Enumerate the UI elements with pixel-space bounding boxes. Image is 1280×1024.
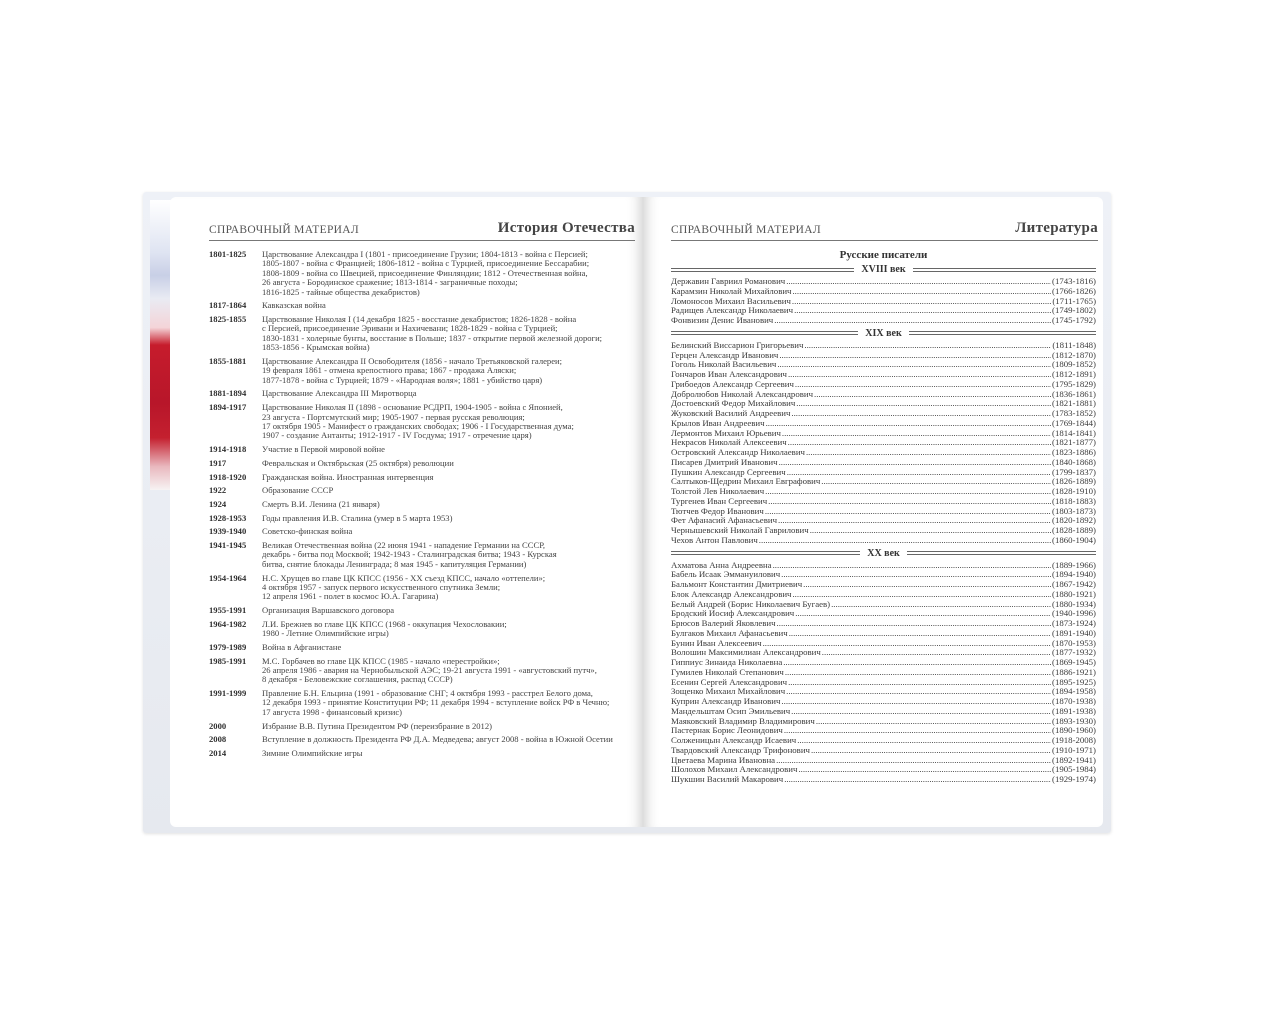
century-rule-left [671, 551, 860, 555]
writer-years: (1809-1852) [1052, 359, 1096, 370]
writer-name: Брюсов Валерий Яковлевич [671, 618, 776, 628]
writer-name: Державин Гавриил Романович [671, 276, 786, 286]
writer-years: (1749-1802) [1052, 305, 1096, 316]
leader-dots [822, 648, 1051, 658]
timeline-event [209, 250, 635, 297]
leader-dots [831, 600, 1051, 610]
writer-years: (1821-1881) [1052, 398, 1096, 409]
writer-name: Волошин Максимилиан Александрович [671, 647, 821, 658]
left-page-title: История Отечества [497, 220, 635, 236]
writer-years: (1711-1765) [1052, 295, 1096, 306]
writer-years: (1860-1904) [1052, 534, 1096, 545]
event-year: 1825-1855 [209, 314, 247, 325]
event-text: Кавказская война [262, 300, 326, 311]
right-page [643, 197, 1103, 827]
writer-name: Тютчев Федор Иванович [671, 505, 764, 516]
leader-dots [797, 736, 1051, 746]
event-text: Царствование Николая I (14 декабря 1825 - восстание декабристов; 1826-1828 - война с Персией, присоединение Эривани и Нахичевани; 1828-1829 - война с Турцией; 1830-1831 - холерные бунты, восстание в Польше; 1837 - открытие первой железной дороги; 1853-1856 - Крымская война) [262, 314, 603, 353]
writer-years: (1891-1938) [1052, 705, 1096, 716]
right-page-header [671, 216, 1098, 241]
leader-dots [788, 678, 1051, 688]
leader-dots [786, 687, 1051, 697]
timeline-event [209, 459, 635, 468]
writer-years: (1823-1886) [1052, 447, 1096, 457]
writer-name: Гумилев Николай Степанович [671, 666, 784, 677]
leader-dots [803, 580, 1051, 590]
leader-dots [781, 697, 1051, 707]
event-text: Годы правления И.В. Сталина (умер в 5 марта 1953) [262, 512, 453, 523]
writer-name: Некрасов Николай Алексеевич [671, 437, 787, 448]
event-year: 1954-1964 [209, 572, 247, 583]
leader-dots [774, 316, 1051, 326]
writer-name: Шукшин Василий Макарович [671, 774, 784, 784]
event-year: 1801-1825 [209, 249, 247, 259]
event-text: Царствование Николая II (1898 - основание РСДРП, 1904-1905 - война с Японией, 23 августа - Портсмутский мир; 1905-1907 - первая русская революция; 17 октября 1905 - Манифест о гражданских свободах; 1906 - I Государственная дума; 1907 - создание Антанты; 1912-1917 - IV Госдума; 1917 - отречение царя) [262, 402, 574, 441]
event-text: Участие в Первой мировой войне [262, 444, 385, 455]
writer-years: (1811-1848) [1052, 339, 1096, 350]
writer-years: (1877-1932) [1052, 647, 1096, 658]
leader-dots [794, 306, 1051, 316]
writer-name: Лермонтов Михаил Юрьевич [671, 427, 781, 438]
writer-name: Бабель Исаак Эммануилович [671, 569, 781, 580]
event-text: Великая Отечественная война (22 июня 1941 - нападение Германии на СССР, декабрь - битва под Москвой; 1942-1943 - Сталинградская битва; 1943 - Курская битва, снятие блокады Ленинграда; 8 мая 1945 - капитуляция Германии) [262, 540, 557, 569]
writer-name: Карамзин Николай Михайлович [671, 285, 792, 296]
event-year: 1991-1999 [209, 688, 247, 699]
century-rule-right [907, 551, 1096, 555]
writer-name: Бальмонт Константин Дмитриевич [671, 579, 803, 589]
event-year: 1985-1991 [209, 655, 247, 666]
writer-years: (1870-1953) [1052, 637, 1096, 648]
writer-name: Ломоносов Михаил Васильевич [671, 295, 791, 306]
writer-name: Гиппиус Зинаида Николаевна [671, 657, 783, 667]
event-text: Н.С. Хрущев во главе ЦК КПСС (1956 - XX съезд КПСС, начало «оттепели»; 4 октября 1957 - запуск первого искусственного спутника Земли; 12 апреля 1961 - полет в космос Ю.А. Гагарина) [262, 572, 546, 602]
writer-years: (1821-1877) [1052, 437, 1096, 448]
writer-name: Герцен Александр Иванович [671, 349, 779, 360]
timeline-event [209, 389, 635, 398]
writer-name: Солженицын Александр Исаевич [671, 735, 797, 745]
writer-list [671, 277, 1096, 326]
event-year: 1918-1920 [209, 471, 247, 482]
leader-dots [784, 775, 1051, 785]
writer-years: (1840-1868) [1052, 456, 1096, 467]
event-year: 1964-1982 [209, 618, 247, 629]
event-text: Смерть В.И. Ленина (21 января) [262, 498, 380, 509]
leader-dots [792, 287, 1051, 297]
writer-years: (1826-1889) [1052, 476, 1096, 487]
leader-dots [779, 458, 1051, 468]
writer-years: (1828-1910) [1052, 486, 1096, 496]
leader-dots [785, 668, 1051, 678]
writer-row [671, 775, 1096, 785]
writer-years: (1870-1938) [1052, 696, 1096, 706]
leader-dots [786, 277, 1051, 287]
writer-name: Белый Андрей (Борис Николаевич Бугаев) [671, 598, 831, 609]
writer-years: (1820-1892) [1052, 515, 1096, 526]
timeline-event [209, 606, 635, 615]
timeline-event [209, 735, 635, 744]
leader-dots [784, 726, 1051, 736]
event-text: Организация Варшавского договора [262, 605, 395, 616]
event-year: 2008 [209, 734, 227, 745]
century-rule-left [671, 331, 858, 335]
writer-years: (1869-1945) [1052, 657, 1096, 667]
writer-name: Цветаева Марина Ивановна [671, 754, 776, 765]
writer-name: Твардовский Александр Трифонович [671, 744, 810, 755]
writer-years: (1799-1837) [1052, 466, 1096, 477]
event-text: Царствование Александра I (1801 - присоединение Грузии; 1804-1813 - война с Персией; 1805-1807 - война с Францией; 1806-1812 - война с Турцией, присоединение Бессарабии; 1808-1809 - война со Швецией, присоединение Финляндии; 1812 - Отечественная война, 26 августа - Бородинское сражение; 1813-1814 - заграничные походы; 1816-1825 - тайные общества декабристов) [262, 249, 590, 297]
timeline-event [209, 657, 635, 685]
timeline-event [209, 722, 635, 731]
writer-years: (1745-1792) [1052, 315, 1096, 325]
writer-years: (1795-1829) [1052, 378, 1096, 389]
writer-name: Салтыков-Щедрин Михаил Евграфович [671, 476, 821, 487]
writer-name: Писарев Дмитрий Иванович [671, 456, 778, 467]
writer-name: Гончаров Иван Александрович [671, 369, 787, 379]
writer-years: (1895-1925) [1052, 676, 1096, 687]
event-year: 1941-1945 [209, 540, 247, 551]
event-year: 1939-1940 [209, 526, 247, 537]
writer-years: (1783-1852) [1052, 408, 1096, 418]
leader-dots [791, 707, 1051, 717]
writer-name: Зощенко Михаил Михайлович [671, 686, 786, 697]
event-year: 1922 [209, 485, 227, 496]
event-text: Вступление в должность Президента РФ Д.А. Медведева; август 2008 - война в Южной Осетии [262, 734, 613, 745]
leader-dots [766, 419, 1051, 429]
writer-years: (1905-1984) [1052, 764, 1096, 775]
leader-dots [806, 448, 1051, 458]
leader-dots [788, 438, 1051, 448]
event-year: 1928-1953 [209, 512, 247, 523]
timeline-event [209, 301, 635, 310]
event-text: Избрание В.В. Путина Президентом РФ (переизбрание в 2012) [262, 720, 492, 731]
event-year: 1917 [209, 457, 227, 468]
leader-dots [792, 590, 1051, 600]
writer-name: Чернышевский Николай Гаврилович [671, 525, 809, 535]
event-text: М.С. Горбачев во главе ЦК КПСС (1985 - начало «перестройки»; 26 апреля 1986 - авария на Чернобыльской АЭС; 19-21 августа 1991 - «августовский путч», 8 декабря - Беловежские соглашения, распад СССР) [262, 655, 597, 685]
writer-years: (1910-1971) [1052, 744, 1096, 755]
writer-years: (1743-1816) [1052, 276, 1096, 286]
writer-name: Бродский Иосиф Александрович [671, 608, 795, 619]
timeline-event [209, 445, 635, 454]
writer-name: Крылов Иван Андреевич [671, 417, 765, 428]
writer-years: (1886-1921) [1052, 666, 1096, 677]
century-label: XVIII век [861, 264, 906, 275]
right-page-title: Литература [1015, 220, 1098, 236]
writer-name: Грибоедов Александр Сергеевич [671, 378, 794, 389]
writer-name: Ахматова Анна Андреевна [671, 559, 772, 570]
writer-name: Фет Афанасий Афанасьевич [671, 515, 777, 526]
writer-name: Толстой Лев Николаевич [671, 486, 765, 496]
timeline-event [209, 527, 635, 536]
event-year: 1955-1991 [209, 605, 247, 616]
writer-name: Пушкин Александр Сергеевич [671, 466, 786, 477]
writer-name: Тургенев Иван Сергеевич [671, 495, 768, 506]
leader-dots [788, 370, 1051, 380]
leader-dots [783, 658, 1051, 668]
leader-dots [778, 516, 1051, 526]
writer-row [671, 316, 1096, 326]
writer-years: (1828-1889) [1052, 525, 1096, 535]
writer-years: (1818-1883) [1052, 495, 1096, 506]
left-page-header [209, 216, 635, 241]
writer-name: Пастернак Борис Леонидович [671, 725, 783, 736]
leader-dots [765, 507, 1051, 517]
leader-dots [787, 468, 1051, 478]
writer-name: Чехов Антон Павлович [671, 534, 758, 545]
writer-years: (1891-1940) [1052, 627, 1096, 638]
timeline-event [209, 541, 635, 569]
event-text: Февральская и Октябрьская (25 октября) революции [262, 457, 454, 468]
event-year: 1817-1864 [209, 300, 247, 311]
event-year: 1855-1881 [209, 355, 247, 366]
writer-list [671, 341, 1096, 546]
timeline-event [209, 473, 635, 482]
leader-dots [814, 390, 1051, 400]
leader-dots [795, 609, 1051, 619]
writer-name: Шолохов Михаил Александрович [671, 764, 798, 775]
writers-section [671, 249, 1096, 787]
writer-name: Куприн Александр Иванович [671, 696, 781, 706]
leader-dots [759, 536, 1051, 546]
right-running-head: СПРАВОЧНЫЙ МАТЕРИАЛ [671, 224, 821, 236]
writer-years: (1880-1921) [1052, 588, 1096, 599]
timeline-event [209, 749, 635, 758]
history-timeline [209, 250, 635, 763]
event-year: 1894-1917 [209, 402, 247, 413]
writer-name: Бунин Иван Алексеевич [671, 637, 762, 648]
writer-years: (1929-1974) [1052, 774, 1096, 784]
event-text: Образование СССР [262, 485, 334, 496]
timeline-event [209, 643, 635, 652]
writer-years: (1873-1924) [1052, 618, 1096, 628]
century-label: XIX век [865, 327, 902, 339]
century-heading [671, 548, 1096, 559]
leader-dots [798, 765, 1051, 775]
event-text: Война в Афганистане [262, 641, 342, 652]
writer-years: (1918-2008) [1052, 735, 1096, 745]
century-rule-right [909, 331, 1096, 335]
writer-name: Мандельштам Осип Эмильевич [671, 705, 791, 716]
writer-years: (1803-1873) [1052, 505, 1096, 516]
event-year: 1979-1989 [209, 641, 247, 652]
event-text: Гражданская война. Иностранная интервенция [262, 471, 434, 482]
event-year: 2000 [209, 720, 227, 731]
timeline-event [209, 403, 635, 441]
leader-dots [777, 619, 1051, 629]
writer-years: (1867-1942) [1052, 579, 1096, 589]
event-text: Зимние Олимпийские игры [262, 748, 363, 758]
writer-years: (1812-1870) [1052, 349, 1096, 360]
writer-years: (1812-1891) [1052, 369, 1096, 379]
writer-name: Жуковский Василий Андреевич [671, 408, 791, 418]
leader-dots [810, 526, 1051, 536]
writer-row [671, 536, 1096, 546]
writer-years: (1889-1966) [1052, 559, 1096, 570]
event-text: Правление Б.Н. Ельцина (1991 - образование СНГ; 4 октября 1993 - расстрел Белого дома, 12 декабря 1993 - принятие Конституции РФ; 11 декабря 1994 - вступление войск РФ в Чечню; 17 августа 1998 - финансовый кризис) [262, 688, 610, 717]
timeline-event [209, 357, 635, 385]
writer-name: Добролюбов Николай Александрович [671, 388, 813, 399]
writer-years: (1814-1841) [1052, 427, 1096, 438]
event-text: Царствование Александра II Освободителя (1856 - начало Третьяковской галереи; 19 февраля 1861 - отмена крепостного права; 1867 - продажа Аляски; 1877-1878 - война с Турцией; 1879 - «Народная воля»; 1881 - убийство царя) [262, 355, 563, 385]
leader-dots [821, 477, 1051, 487]
leader-dots [776, 756, 1051, 766]
leader-dots [779, 351, 1051, 361]
century-heading [671, 328, 1096, 339]
leader-dots [795, 380, 1051, 390]
event-text: Советско-финская война [262, 526, 353, 537]
leader-dots [765, 487, 1051, 497]
leader-dots [804, 341, 1051, 351]
century-rule-left [671, 268, 854, 272]
writer-years: (1893-1930) [1052, 715, 1096, 726]
leader-dots [781, 570, 1051, 580]
writer-name: Радищев Александр Николаевич [671, 305, 794, 316]
writer-list [671, 561, 1096, 785]
leader-dots [792, 297, 1051, 307]
leader-dots [789, 629, 1051, 639]
leader-dots [773, 561, 1051, 571]
timeline-event [209, 574, 635, 602]
century-label: XX век [867, 547, 900, 559]
event-year: 1881-1894 [209, 388, 247, 399]
century-rule-right [913, 268, 1096, 272]
event-year: 1914-1918 [209, 444, 247, 455]
writer-name: Блок Александр Александрович [671, 588, 792, 599]
event-text: Царствование Александра III Миротворца [262, 388, 417, 399]
writer-years: (1836-1861) [1052, 388, 1096, 399]
century-heading [671, 264, 1096, 275]
writer-name: Маяковский Владимир Владимирович [671, 715, 815, 726]
timeline-event [209, 514, 635, 523]
writer-name: Белинский Виссарион Григорьевич [671, 339, 804, 350]
leader-dots [768, 497, 1051, 507]
writer-name: Островский Александр Николаевич [671, 447, 805, 457]
writer-years: (1894-1940) [1052, 569, 1096, 580]
writer-years: (1880-1934) [1052, 598, 1096, 609]
leader-dots [811, 746, 1051, 756]
writer-name: Есенин Сергей Александрович [671, 676, 788, 687]
leader-dots [791, 409, 1051, 419]
writers-section-title: Русские писатели [839, 249, 928, 261]
writer-years: (1890-1960) [1052, 725, 1096, 736]
writer-years: (1894-1958) [1052, 686, 1096, 697]
timeline-event [209, 315, 635, 353]
writers-centuries [671, 264, 1096, 785]
event-year: 1924 [209, 498, 227, 509]
writer-years: (1940-1996) [1052, 608, 1096, 619]
leader-dots [777, 360, 1051, 370]
timeline-event [209, 620, 635, 639]
writer-years: (1766-1826) [1052, 285, 1096, 296]
writer-name: Фонвизин Денис Иванович [671, 315, 774, 325]
left-running-head: СПРАВОЧНЫЙ МАТЕРИАЛ [209, 224, 359, 236]
event-year: 2014 [209, 748, 227, 758]
writer-name: Достоевский Федор Михайлович [671, 398, 796, 409]
leader-dots [782, 429, 1051, 439]
writer-years: (1769-1844) [1052, 417, 1096, 428]
event-text: Л.И. Брежнев во главе ЦК КПСС (1968 - оккупация Чехословакии; 1980 - Летние Олимпийские игры) [262, 618, 507, 639]
writer-name: Гоголь Николай Васильевич [671, 359, 777, 370]
writer-name: Булгаков Михаил Афанасьевич [671, 627, 788, 638]
left-page [170, 197, 643, 827]
timeline-event [209, 689, 635, 717]
writer-years: (1892-1941) [1052, 754, 1096, 765]
leader-dots [816, 717, 1051, 727]
timeline-event [209, 500, 635, 509]
timeline-event [209, 486, 635, 495]
leader-dots [796, 399, 1051, 409]
